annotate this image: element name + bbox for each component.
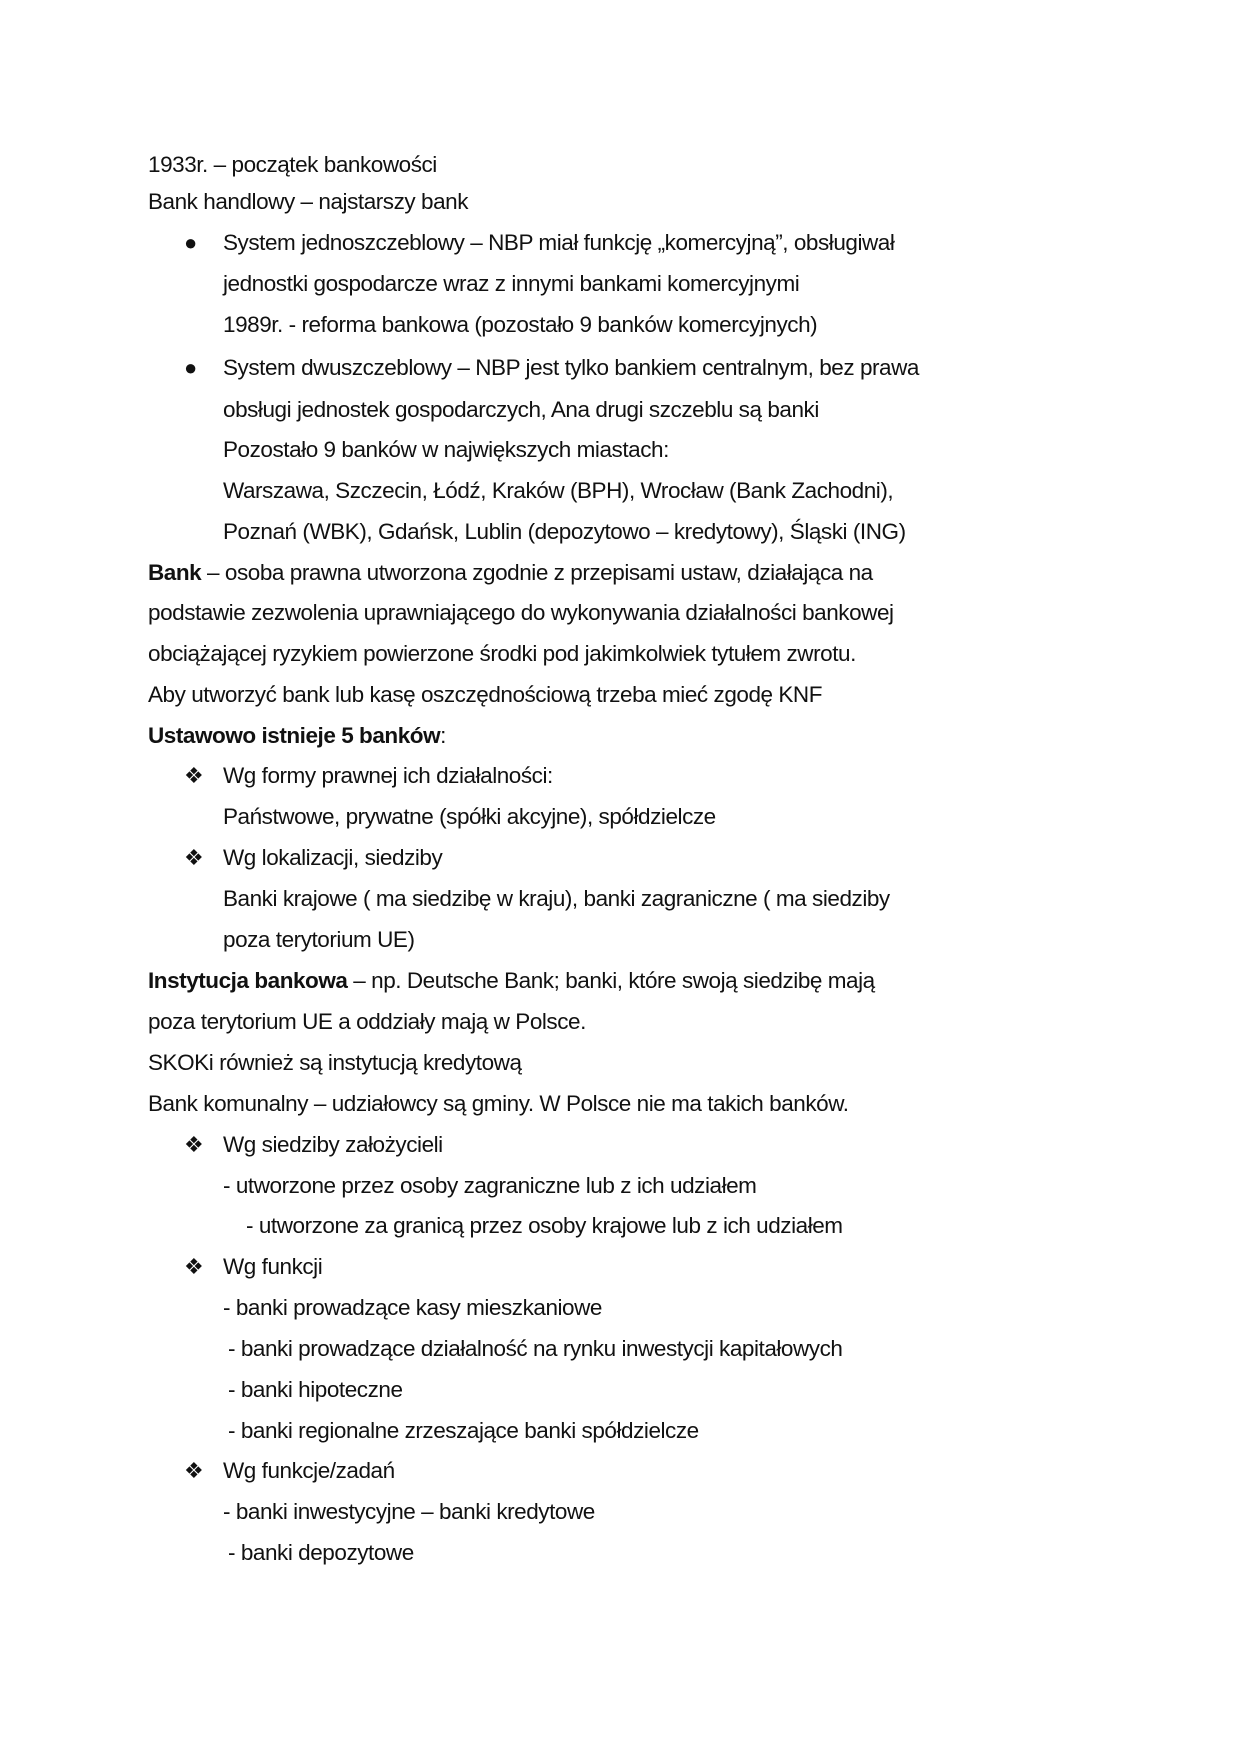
bullet-icon: ● [184, 355, 198, 380]
text-line: Banki krajowe ( ma siedzibę w kraju), banki zagraniczne ( ma siedziby [223, 886, 890, 911]
definition-text: – osoba prawna utworzona zgodnie z przepisami ustaw, działająca na [201, 560, 873, 585]
text-line: - banki inwestycyjne – banki kredytowe [223, 1499, 595, 1524]
term-bank: Bank [148, 560, 202, 585]
text-line: jednostki gospodarcze wraz z innymi bankami komercyjnymi [223, 271, 800, 296]
diamond-bullet-icon: ❖ [184, 1132, 204, 1157]
text-line: - banki regionalne zrzeszające banki spółdzielcze [228, 1418, 699, 1443]
text-line: System jednoszczeblowy – NBP miał funkcję „komercyjną”, obsługiwał [223, 230, 895, 255]
text-line: - utworzone za granicą przez osoby krajowe lub z ich udziałem [246, 1213, 843, 1238]
text-line: Pozostało 9 banków w największych miastach: [223, 437, 669, 462]
text-line: 1933r. – początek bankowości [148, 152, 437, 177]
text-line: poza terytorium UE a oddziały mają w Polsce. [148, 1009, 586, 1034]
text-line: Wg siedziby założycieli [223, 1132, 443, 1157]
text-line: Bank komunalny – udziałowcy są gminy. W Polsce nie ma takich banków. [148, 1091, 849, 1116]
text-line: Poznań (WBK), Gdańsk, Lublin (depozytowo – kredytowy), Śląski (ING) [223, 519, 906, 544]
text-line: - banki hipoteczne [228, 1377, 403, 1402]
text-line: 1989r. - reforma bankowa (pozostało 9 banków komercyjnych) [223, 312, 818, 337]
text-line: System dwuszczeblowy – NBP jest tylko bankiem centralnym, bez prawa [223, 355, 919, 380]
text-line: - banki prowadzące działalność na rynku inwestycji kapitałowych [228, 1336, 843, 1361]
text-line: Wg funkcje/zadań [223, 1458, 395, 1483]
colon: : [440, 723, 446, 748]
bullet-icon: ● [184, 230, 198, 255]
diamond-bullet-icon: ❖ [184, 845, 204, 870]
text-line: obsługi jednostek gospodarczych, Ana drugi szczeblu są banki [223, 397, 819, 422]
text-line [148, 722, 446, 750]
definition-text: – np. Deutsche Bank; banki, które swoją siedzibę mają [347, 968, 875, 993]
text-line: - banki prowadzące kasy mieszkaniowe [223, 1295, 602, 1320]
text-line: - banki depozytowe [228, 1540, 414, 1565]
text-line [148, 559, 873, 587]
text-line: - utworzone przez osoby zagraniczne lub z ich udziałem [223, 1173, 757, 1198]
text-line: Wg lokalizacji, siedziby [223, 845, 443, 870]
text-line: podstawie zezwolenia uprawniającego do wykonywania działalności bankowej [148, 600, 894, 625]
text-line [148, 967, 875, 995]
diamond-bullet-icon: ❖ [184, 763, 204, 788]
diamond-bullet-icon: ❖ [184, 1458, 204, 1483]
text-line: Warszawa, Szczecin, Łódź, Kraków (BPH), Wrocław (Bank Zachodni), [223, 478, 894, 503]
text-line: SKOKi również są instytucją kredytową [148, 1050, 522, 1075]
text-line: Państwowe, prywatne (spółki akcyjne), spółdzielcze [223, 804, 716, 829]
text-line: Wg formy prawnej ich działalności: [223, 763, 553, 788]
text-line: Wg funkcji [223, 1254, 323, 1279]
text-line: poza terytorium UE) [223, 927, 415, 952]
text-line: Bank handlowy – najstarszy bank [148, 189, 468, 214]
text-line: Aby utworzyć bank lub kasę oszczędnościową trzeba mieć zgodę KNF [148, 682, 823, 707]
section-heading: Ustawowo istnieje 5 banków [148, 723, 441, 748]
text-line: obciążającej ryzykiem powierzone środki pod jakimkolwiek tytułem zwrotu. [148, 641, 856, 666]
term-instytucja: Instytucja bankowa [148, 968, 348, 993]
diamond-bullet-icon: ❖ [184, 1254, 204, 1279]
